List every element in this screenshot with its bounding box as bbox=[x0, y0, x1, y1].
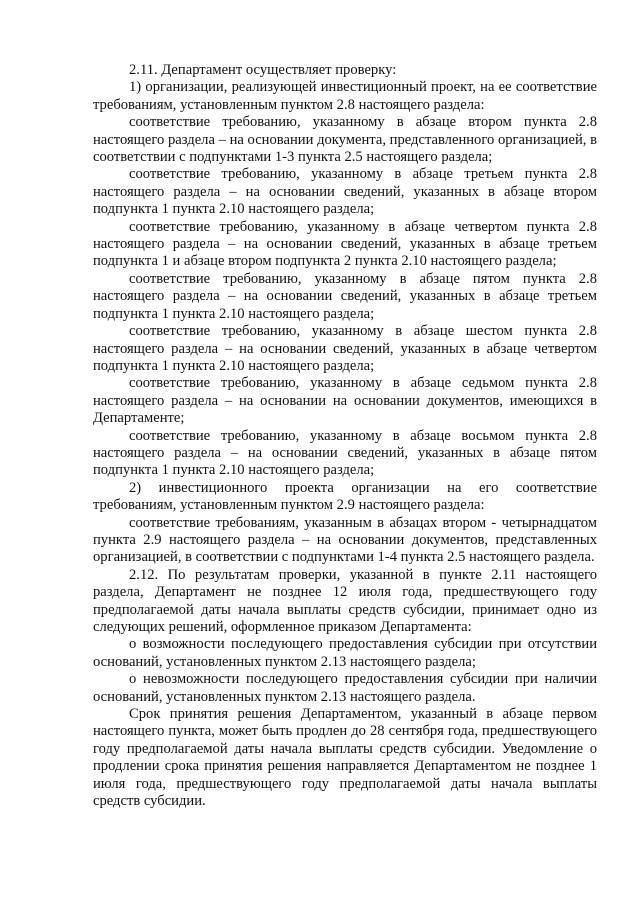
paragraph-decision-possible: о возможности последующего предоставления субсидии при отсутствии оснований, установленных пунктом 2.13 настоящего раздела; bbox=[93, 636, 597, 670]
paragraph-requirement-abzac-8: соответствие требованию, указанному в абзаце восьмом пункта 2.8 настоящего раздела – на основании сведений, указанных в абзаце пятом подпункта 1 пункта 2.10 настоящего раздела; bbox=[93, 427, 597, 479]
paragraph-item-2-project: 2) инвестиционного проекта организации на его соответствие требованиям, установленным пунктом 2.9 настоящего раздела: bbox=[93, 479, 597, 514]
paragraph-requirement-abzac-6: соответствие требованию, указанному в абзаце шестом пункта 2.8 настоящего раздела – на основании сведений, указанных в абзаце четвертом подпункта 1 пункта 2.10 настоящего раздела; bbox=[93, 323, 597, 374]
paragraph-decision-deadline: Срок принятия решения Департаментом, указанный в абзаце первом настоящего пункта, может быть продлен до 28 сентября года, предшествующего году предполагаемой даты начала выплаты средств субсидии. Уведомление о продлении срока принятия решения направляется Департаментом не позднее 1 июля года, предшествующего году предполагаемой даты начала выплаты средств субсидии. bbox=[93, 706, 597, 810]
paragraph-requirement-abzac-3: соответствие требованию, указанному в абзаце третьем пункта 2.8 настоящего раздела – на основании сведений, указанных в абзаце втором подпункта 1 пункта 2.10 настоящего раздела; bbox=[93, 166, 597, 218]
paragraph-requirement-abzac-4: соответствие требованию, указанному в абзаце четвертом пункта 2.8 настоящего раздела – на основании сведений, указанных в абзаце третьем подпункта 1 и абзаце втором подпункта 2 пункта 2.10 настоящего раздела; bbox=[93, 218, 597, 270]
paragraph-decision-impossible: о невозможности последующего предоставления субсидии при наличии оснований, установленных пунктом 2.13 настоящего раздела. bbox=[93, 671, 597, 705]
document-page bbox=[93, 62, 597, 810]
paragraph-item-1-organization: 1) организации, реализующей инвестиционный проект, на ее соответствие требованиям, установленным пунктом 2.8 настоящего раздела: bbox=[93, 79, 597, 113]
paragraph-requirement-abzac-2: соответствие требованию, указанному в абзаце втором пункта 2.8 настоящего раздела – на основании документа, представленного организацией, в соответствии с подпунктами 1-3 пункта 2.5 настоящего раздела; bbox=[93, 114, 597, 166]
paragraph-2-12-heading: 2.12. По результатам проверки, указанной в пункте 2.11 настоящего раздела, Департамент не позднее 12 июля года, предшествующего году предполагаемой даты начала выплаты средств субсидии, принимает одно из следующих решений, оформленное приказом Департамента: bbox=[93, 566, 597, 635]
paragraph-requirement-abzac-5: соответствие требованию, указанному в абзаце пятом пункта 2.8 настоящего раздела – на основании сведений, указанных в абзаце третьем подпункта 1 пункта 2.10 настоящего раздела; bbox=[93, 270, 597, 322]
paragraph-2-11-heading: 2.11. Департамент осуществляет проверку: bbox=[129, 62, 397, 78]
paragraph-requirements-2-9: соответствие требованиям, указанным в абзацах втором - четырнадцатом пункта 2.9 настоящего раздела – на основании документов, представленных организацией, в соответствии с подпунктами 1-4 пункта 2.5 настоящего раздела. bbox=[93, 514, 597, 566]
paragraph-requirement-abzac-7: соответствие требованию, указанному в абзаце седьмом пункта 2.8 настоящего раздела – на основании на основании документов, имеющихся в Департаменте; bbox=[93, 375, 597, 427]
